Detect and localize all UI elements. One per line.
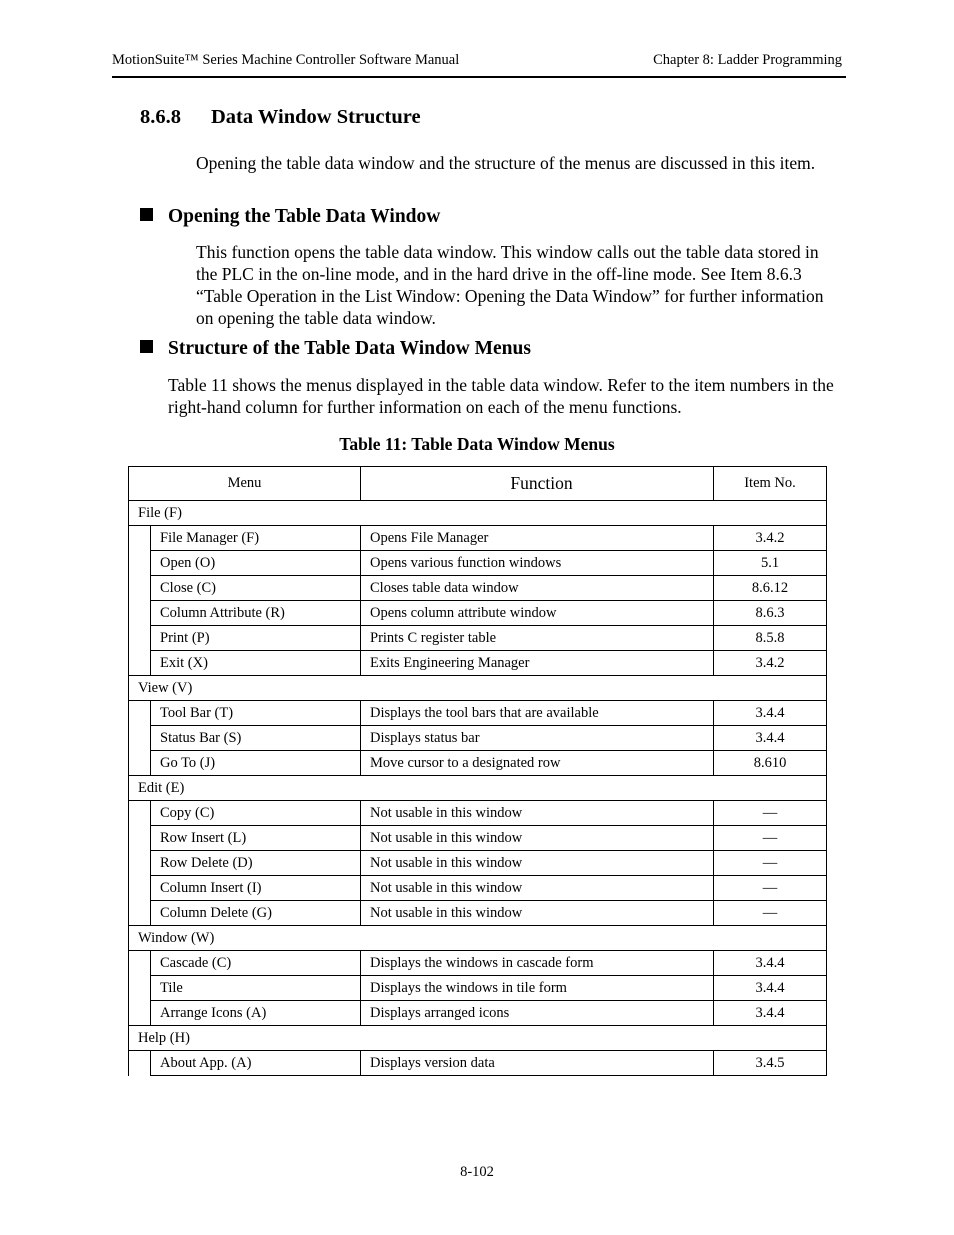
menu-item-cell: Exit (X) [151, 651, 361, 676]
subsection-heading-structure [140, 338, 531, 360]
menu-group-row [129, 676, 827, 701]
menu-item-cell: Tool Bar (T) [151, 701, 361, 726]
table-row [129, 701, 827, 726]
item-number-cell: — [714, 801, 827, 826]
menu-item-cell: Go To (J) [151, 751, 361, 776]
section-title: Data Window Structure [211, 106, 421, 128]
table-row [129, 876, 827, 901]
menu-item-cell: Column Insert (I) [151, 876, 361, 901]
table-row [129, 626, 827, 651]
group-indent [129, 801, 151, 926]
item-number-cell: 3.4.4 [714, 976, 827, 1001]
menu-group-row [129, 501, 827, 526]
subsection-body-opening: This function opens the table data window. This window calls out the table data stored in the PLC in the on-line mode, and in the hard drive in the off-line mode. See Item 8.6.3 “Table Operation in the List Window: Opening the Data Window” for further information on opening the table data window. [196, 242, 824, 328]
function-cell: Displays the windows in cascade form [361, 951, 714, 976]
item-number-cell: — [714, 901, 827, 926]
item-number-cell: 8.6.3 [714, 601, 827, 626]
menu-group-row [129, 926, 827, 951]
page-number: 8-102 [460, 1164, 494, 1180]
menu-item-cell: Row Delete (D) [151, 851, 361, 876]
table-row [129, 751, 827, 776]
table-row [129, 1001, 827, 1026]
function-cell: Move cursor to a designated row [361, 751, 714, 776]
table-row [129, 976, 827, 1001]
menu-item-cell: Open (O) [151, 551, 361, 576]
menu-group-name: Window (W) [129, 926, 827, 951]
menu-table [128, 466, 827, 1076]
menu-item-cell: Status Bar (S) [151, 726, 361, 751]
menu-item-cell: About App. (A) [151, 1051, 361, 1076]
table-row [129, 801, 827, 826]
menu-item-cell: Arrange Icons (A) [151, 1001, 361, 1026]
item-number-cell: 3.4.2 [714, 651, 827, 676]
table-row [129, 726, 827, 751]
menu-group-row [129, 1026, 827, 1051]
item-number-cell: 3.4.4 [714, 701, 827, 726]
group-indent [129, 526, 151, 676]
function-cell: Closes table data window [361, 576, 714, 601]
item-number-cell: 8.5.8 [714, 626, 827, 651]
section-heading [140, 106, 421, 129]
function-cell: Displays version data [361, 1051, 714, 1076]
header-menu: Menu [129, 467, 361, 501]
item-number-cell: 3.4.4 [714, 1001, 827, 1026]
header-function: Function [361, 467, 714, 501]
bullet-square-icon [140, 340, 153, 353]
function-cell: Not usable in this window [361, 826, 714, 851]
item-number-cell: 3.4.4 [714, 951, 827, 976]
section-number: 8.6.8 [140, 106, 181, 128]
menu-group-name: Help (H) [129, 1026, 827, 1051]
item-number-cell: 8.6.12 [714, 576, 827, 601]
menu-group-name: View (V) [129, 676, 827, 701]
function-cell: Displays the windows in tile form [361, 976, 714, 1001]
menu-group-name: Edit (E) [129, 776, 827, 801]
function-cell: Prints C register table [361, 626, 714, 651]
function-cell: Displays status bar [361, 726, 714, 751]
item-number-cell: 3.4.4 [714, 726, 827, 751]
table-row [129, 901, 827, 926]
menu-item-cell: Cascade (C) [151, 951, 361, 976]
function-cell: Not usable in this window [361, 901, 714, 926]
function-cell: Displays the tool bars that are available [361, 701, 714, 726]
table-row [129, 576, 827, 601]
table-row [129, 1051, 827, 1076]
function-cell: Not usable in this window [361, 851, 714, 876]
function-cell: Opens various function windows [361, 551, 714, 576]
menu-item-cell: Row Insert (L) [151, 826, 361, 851]
group-indent [129, 701, 151, 776]
menu-item-cell: Column Attribute (R) [151, 601, 361, 626]
menu-item-cell: Copy (C) [151, 801, 361, 826]
section-intro: Opening the table data window and the structure of the menus are discussed in this item. [196, 153, 816, 173]
subsection-body-structure: Table 11 shows the menus displayed in the table data window. Refer to the item numbers in the right-hand column for further information on each of the menu functions. [168, 375, 834, 417]
bullet-square-icon [140, 208, 153, 221]
table-row [129, 951, 827, 976]
page-header [112, 50, 846, 78]
manual-title: MotionSuite™ Series Machine Controller Software Manual [112, 52, 460, 68]
table-header-row [129, 467, 827, 501]
table-row [129, 526, 827, 551]
item-number-cell: 8.610 [714, 751, 827, 776]
table-row [129, 851, 827, 876]
menu-item-cell: Tile [151, 976, 361, 1001]
table-row [129, 601, 827, 626]
function-cell: Exits Engineering Manager [361, 651, 714, 676]
function-cell: Not usable in this window [361, 801, 714, 826]
group-indent [129, 1051, 151, 1076]
subsection-heading-opening [140, 206, 440, 228]
subsection-title-opening: Opening the Table Data Window [168, 206, 441, 227]
chapter-title: Chapter 8: Ladder Programming [653, 52, 842, 68]
menu-table-body [129, 467, 827, 1076]
function-cell: Displays arranged icons [361, 1001, 714, 1026]
menu-item-cell: Close (C) [151, 576, 361, 601]
item-number-cell: — [714, 851, 827, 876]
table-caption: Table 11: Table Data Window Menus [339, 434, 615, 454]
item-number-cell: 3.4.2 [714, 526, 827, 551]
function-cell: Opens column attribute window [361, 601, 714, 626]
group-indent [129, 951, 151, 1026]
item-number-cell: 5.1 [714, 551, 827, 576]
item-number-cell: — [714, 876, 827, 901]
menu-group-name: File (F) [129, 501, 827, 526]
item-number-cell: 3.4.5 [714, 1051, 827, 1076]
function-cell: Opens File Manager [361, 526, 714, 551]
table-row [129, 651, 827, 676]
function-cell: Not usable in this window [361, 876, 714, 901]
subsection-title-structure: Structure of the Table Data Window Menus [168, 338, 531, 359]
table-row [129, 551, 827, 576]
menu-item-cell: File Manager (F) [151, 526, 361, 551]
menu-group-row [129, 776, 827, 801]
item-number-cell: — [714, 826, 827, 851]
menu-item-cell: Print (P) [151, 626, 361, 651]
menu-item-cell: Column Delete (G) [151, 901, 361, 926]
table-row [129, 826, 827, 851]
header-item-no: Item No. [714, 467, 827, 501]
